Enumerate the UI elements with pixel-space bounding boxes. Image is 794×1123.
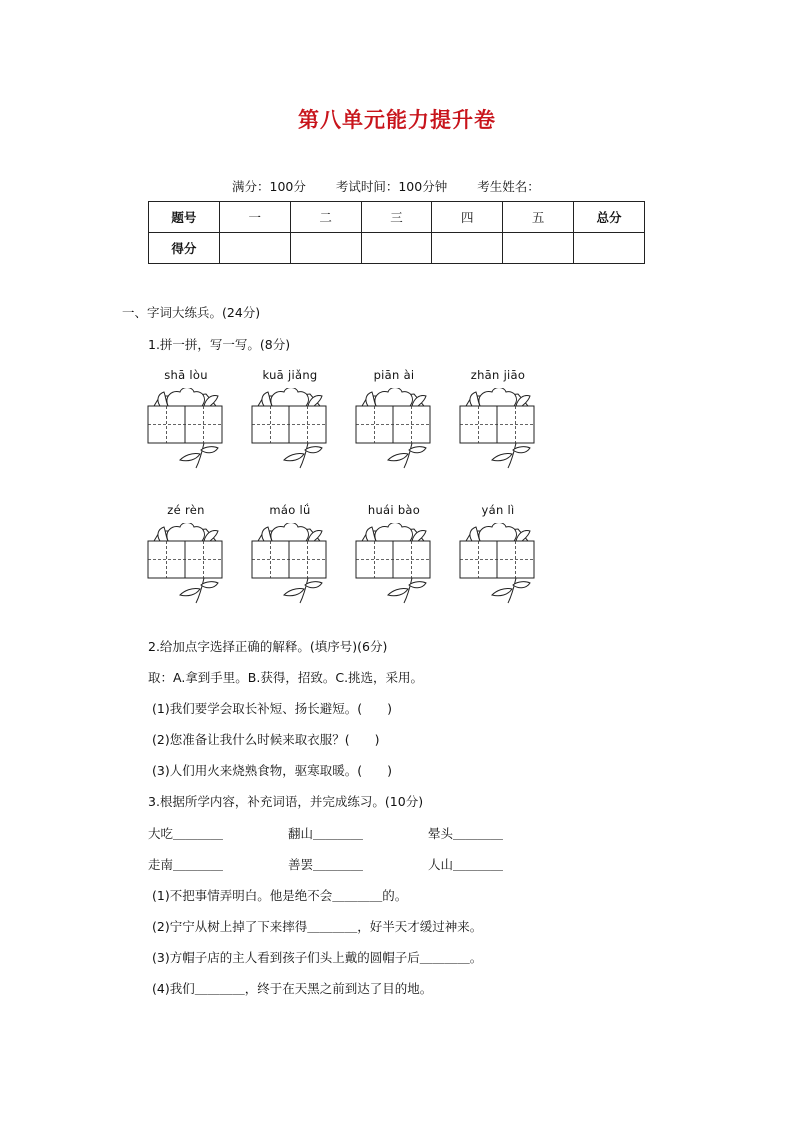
q2-definition: 取：A.拿到手里。B.获得，招致。C.挑选，采用。 [148, 670, 424, 685]
tian-grid-icon [250, 523, 330, 613]
score-input-cell[interactable] [432, 233, 503, 264]
tian-grid-icon [354, 388, 434, 478]
score-table [148, 201, 645, 264]
pinyin-label: piān ài [373, 368, 415, 382]
pinyin-group [354, 368, 434, 478]
full-score: 满分：100分 [232, 179, 306, 194]
score-header-cell: 题号 [149, 202, 220, 233]
q3-item: (4)我们＿＿＿＿，终于在天黑之前到达了目的地。 [152, 981, 433, 996]
score-header-cell: 总分 [574, 202, 645, 233]
pinyin-group [250, 368, 330, 478]
pinyin-group [458, 368, 538, 478]
q3-word: 晕头＿＿＿＿ [428, 826, 504, 841]
q3-word: 善罢＿＿＿＿ [288, 857, 364, 872]
q1-title: 1.拼一拼，写一写。(8分) [148, 337, 291, 352]
score-input-cell[interactable] [574, 233, 645, 264]
q3-word: 翻山＿＿＿＿ [288, 826, 364, 841]
pinyin-label: shā lòu [164, 368, 208, 382]
pinyin-group [458, 503, 538, 613]
pinyin-label: máo lǘ [269, 503, 311, 517]
page-title: 第八单元能力提升卷 [298, 108, 496, 132]
pinyin-label: yán lì [481, 503, 515, 517]
pinyin-label: zé rèn [167, 503, 205, 517]
score-input-cell[interactable] [290, 233, 361, 264]
tian-grid-icon [458, 388, 538, 478]
section1-heading: 一、字词大练兵。(24分) [122, 305, 261, 320]
tian-grid-icon [146, 388, 226, 478]
q3-word: 走南＿＿＿＿ [148, 857, 224, 872]
q3-word: 大吃＿＿＿＿ [148, 826, 224, 841]
q2-item: (3)人们用火来烧熟食物，驱寒取暖。( ) [152, 763, 392, 778]
pinyin-group [354, 503, 434, 613]
tian-grid-icon [146, 523, 226, 613]
score-input-cell[interactable] [219, 233, 290, 264]
student-name-label: 考生姓名： [477, 179, 540, 194]
q2-item: (2)您准备让我什么时候来取衣服？( ) [152, 732, 380, 747]
score-row-label: 得分 [149, 233, 220, 264]
score-header-cell: 四 [432, 202, 503, 233]
tian-grid-icon [458, 523, 538, 613]
pinyin-label: kuā jiǎng [262, 368, 318, 382]
score-header-cell: 一 [219, 202, 290, 233]
pinyin-group [146, 368, 226, 478]
pinyin-group [146, 503, 226, 613]
pinyin-label: huái bào [367, 503, 421, 517]
q3-item: (3)方帽子店的主人看到孩子们头上戴的圆帽子后＿＿＿＿。 [152, 950, 483, 965]
score-header-cell: 三 [361, 202, 432, 233]
exam-time: 考试时间：100分钟 [335, 179, 448, 194]
q3-title: 3.根据所学内容，补充词语，并完成练习。(10分) [148, 794, 424, 809]
q2-item: (1)我们要学会取长补短、扬长避短。( ) [152, 701, 392, 716]
tian-grid-icon [354, 523, 434, 613]
q3-word: 人山＿＿＿＿ [428, 857, 504, 872]
pinyin-group [250, 503, 330, 613]
q3-item: (1)不把事情弄明白。他是绝不会＿＿＿＿的。 [152, 888, 408, 903]
tian-grid-icon [250, 388, 330, 478]
score-header-cell: 五 [503, 202, 574, 233]
score-input-cell[interactable] [503, 233, 574, 264]
q2-title: 2.给加点字选择正确的解释。(填序号)(6分) [148, 639, 388, 654]
q3-item: (2)宁宁从树上掉了下来摔得＿＿＿＿，好半天才缓过神来。 [152, 919, 483, 934]
score-input-cell[interactable] [361, 233, 432, 264]
pinyin-label: zhān jiāo [470, 368, 526, 382]
score-header-cell: 二 [290, 202, 361, 233]
exam-info [232, 177, 566, 195]
